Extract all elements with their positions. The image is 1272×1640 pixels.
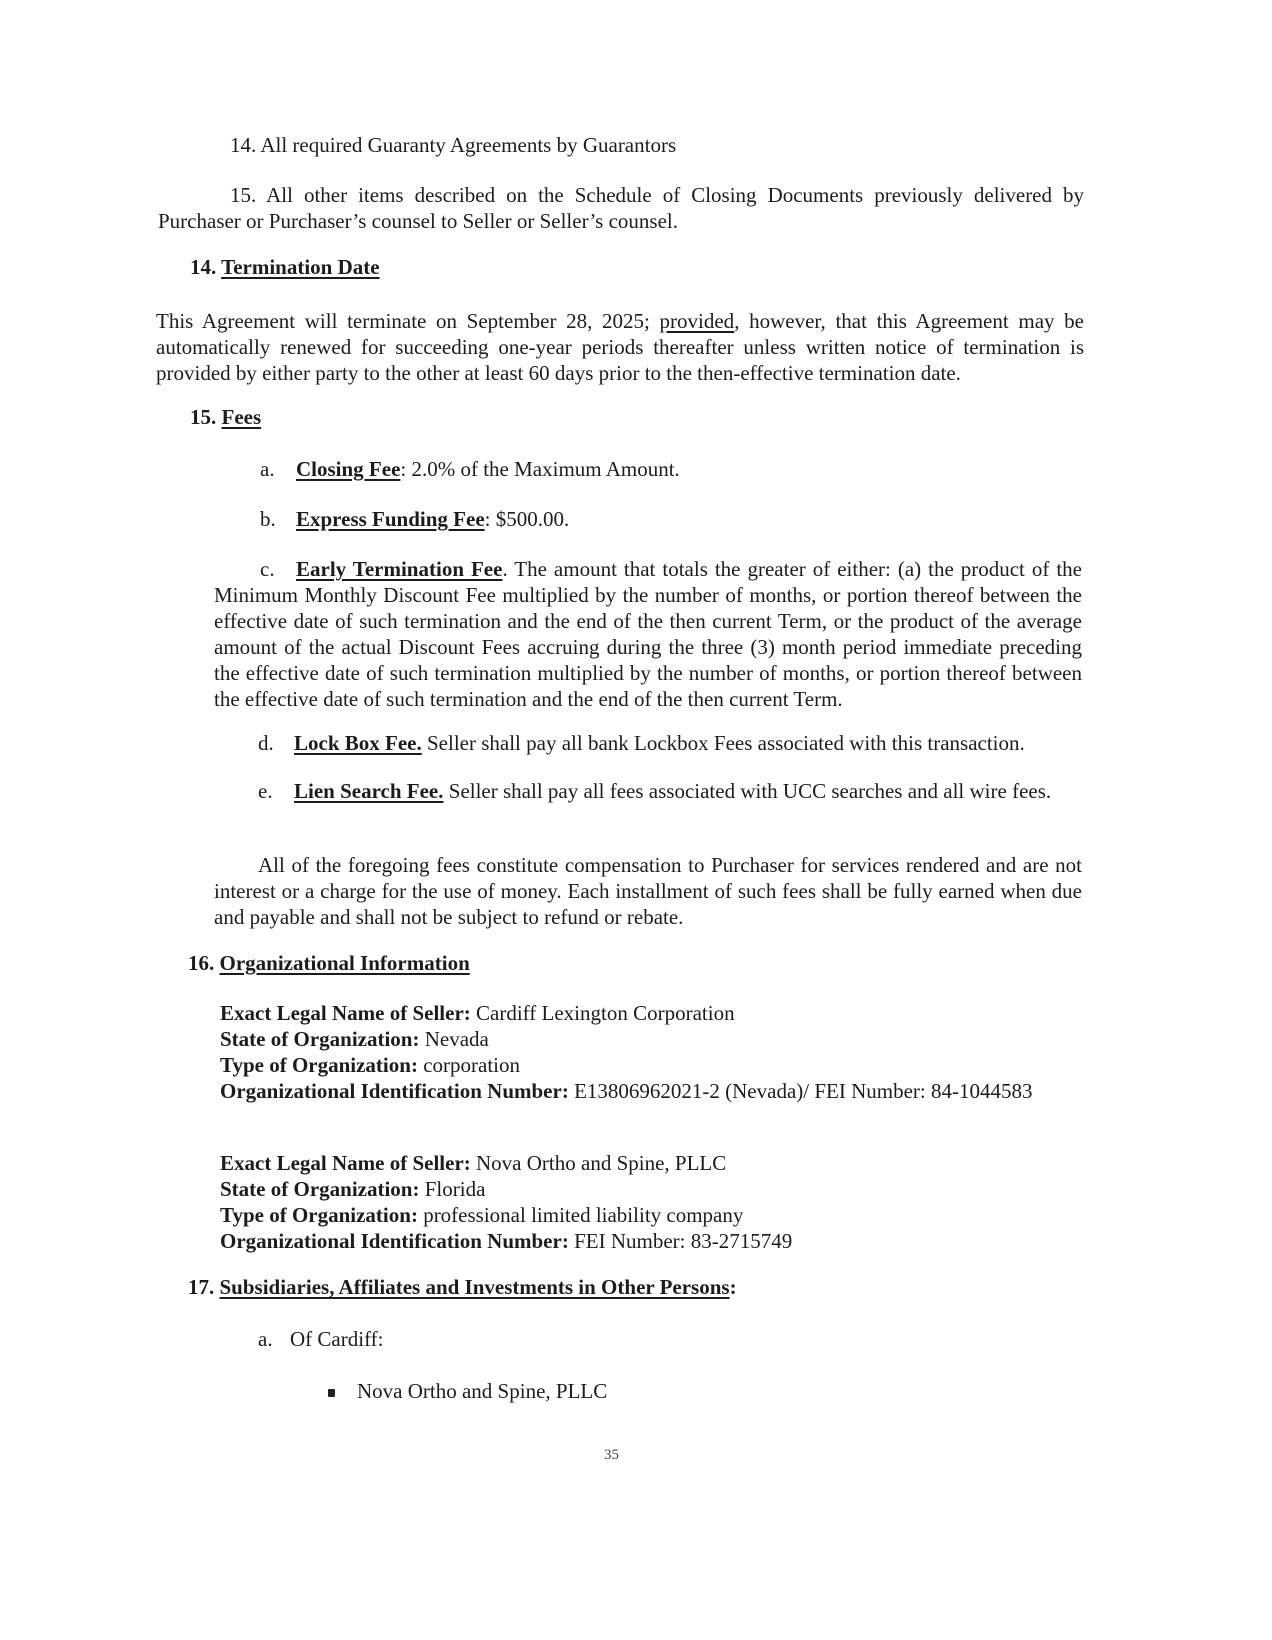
fees-note-paragraph	[214, 852, 1082, 930]
fee-text: . The amount that totals the greater of either: (a) the product of the Minimum Monthly Discount Fee multiplied by the number of months, or portion thereof between the effective date of such termination and the end of the then current Term, or the product of the average amount of the actual Discount Fees accruing during the three (3) month period immediate preceding the effective date of such termination multiplied by the number of months, or portion thereof between the effective date of such termination and the end of the then current Term.	[214, 557, 1082, 711]
list-item	[328, 1378, 607, 1404]
fee-label: Closing Fee	[296, 457, 401, 481]
seller-entity-block	[220, 1150, 792, 1254]
paragraph-text: , however, that this Agreement may be automatically renewed for succeeding one-year periods thereafter unless written notice of termination is provided by either party to the other at least 60 days prior to the then-effective termination date.	[156, 309, 1084, 385]
field-label: Organizational Identification Number:	[220, 1079, 569, 1103]
subsidiary-group	[258, 1326, 384, 1352]
item-text: All required Guaranty Agreements by Guarantors	[260, 133, 677, 157]
fee-item-lien-search	[214, 778, 1082, 804]
item-number: 14.	[230, 133, 257, 157]
field-label: Organizational Identification Number:	[220, 1229, 569, 1253]
section-title: Termination Date	[221, 255, 380, 279]
field-value: Nevada	[424, 1027, 489, 1051]
entity-name-row	[220, 1150, 792, 1176]
fee-label: Early Termination Fee	[296, 557, 503, 581]
fee-item-express-funding	[260, 506, 569, 532]
fee-text: : $500.00.	[484, 507, 570, 531]
fee-text: Seller shall pay all fees associated with UCC searches and all wire fees.	[443, 779, 1052, 803]
page-number: 35	[604, 1447, 619, 1463]
fee-label: Lien Search Fee.	[294, 779, 444, 803]
entity-type-row	[220, 1052, 1033, 1078]
item-letter: d.	[258, 731, 274, 755]
field-label: State of Organization:	[220, 1027, 420, 1051]
paragraph-text: This Agreement will terminate on September 28, 2025;	[156, 309, 650, 333]
list-item-text: Nova Ortho and Spine, PLLC	[357, 1379, 608, 1403]
section-title: Subsidiaries, Affiliates and Investments in Other Persons	[219, 1275, 730, 1299]
section-heading-organizational-information	[188, 950, 470, 976]
item-letter: a.	[260, 457, 275, 481]
section-number: 17.	[188, 1275, 215, 1299]
bullet-icon	[328, 1389, 335, 1397]
fee-item-early-termination	[214, 556, 1082, 712]
section-number: 15.	[190, 405, 217, 429]
field-label: Exact Legal Name of Seller:	[220, 1001, 471, 1025]
field-value: Florida	[424, 1177, 486, 1201]
entity-id-row	[220, 1078, 1033, 1104]
section-number: 14.	[190, 255, 217, 279]
entity-id-row	[220, 1228, 792, 1254]
fee-label: Express Funding Fee	[296, 507, 485, 531]
seller-entity-block	[220, 1000, 1033, 1104]
fee-item-lock-box	[258, 730, 1025, 756]
item-text: All other items described on the Schedule of Closing Documents previously delivered by Purchaser or Purchaser’s counsel to Seller or Seller’s counsel.	[158, 183, 1085, 233]
fee-label: Lock Box Fee.	[294, 731, 422, 755]
item-number: 15.	[230, 183, 257, 207]
item-letter: c.	[260, 557, 275, 581]
section-heading-fees	[190, 404, 261, 430]
emphasis-provided: provided	[659, 309, 735, 333]
item-letter: b.	[260, 507, 276, 531]
fee-text: Seller shall pay all bank Lockbox Fees associated with this transaction.	[421, 731, 1025, 755]
section-heading-termination-date	[190, 254, 380, 280]
group-label: Of Cardiff:	[290, 1327, 384, 1351]
section-heading-subsidiaries	[188, 1274, 737, 1300]
field-value: E13806962021-2 (Nevada)/ FEI Number: 84-1044583	[574, 1079, 1033, 1103]
field-value: Nova Ortho and Spine, PLLC	[476, 1151, 727, 1175]
termination-paragraph	[156, 308, 1084, 386]
fee-text: : 2.0% of the Maximum Amount.	[400, 457, 680, 481]
field-label: State of Organization:	[220, 1177, 420, 1201]
field-value: Cardiff Lexington Corporation	[476, 1001, 735, 1025]
entity-state-row	[220, 1026, 1033, 1052]
fee-item-closing	[260, 456, 680, 482]
entity-state-row	[220, 1176, 792, 1202]
field-label: Type of Organization:	[220, 1203, 418, 1227]
section-title-colon: :	[729, 1275, 737, 1299]
closing-item-15	[158, 182, 1084, 234]
section-title: Fees	[221, 405, 262, 429]
item-letter: a.	[258, 1327, 273, 1351]
entity-type-row	[220, 1202, 792, 1228]
field-value: professional limited liability company	[423, 1203, 744, 1227]
paragraph-text: All of the foregoing fees constitute compensation to Purchaser for services rendered and are not interest or a charge for the use of money. Each installment of such fees shall be fully earned when due and payable and shall not be subject to refund or rebate.	[214, 853, 1082, 929]
section-title: Organizational Information	[219, 951, 470, 975]
field-label: Exact Legal Name of Seller:	[220, 1151, 471, 1175]
entity-name-row	[220, 1000, 1033, 1026]
field-value: FEI Number: 83-2715749	[574, 1229, 793, 1253]
item-letter: e.	[258, 779, 273, 803]
field-value: corporation	[423, 1053, 520, 1077]
closing-item-14	[230, 132, 676, 158]
field-label: Type of Organization:	[220, 1053, 418, 1077]
section-number: 16.	[188, 951, 215, 975]
